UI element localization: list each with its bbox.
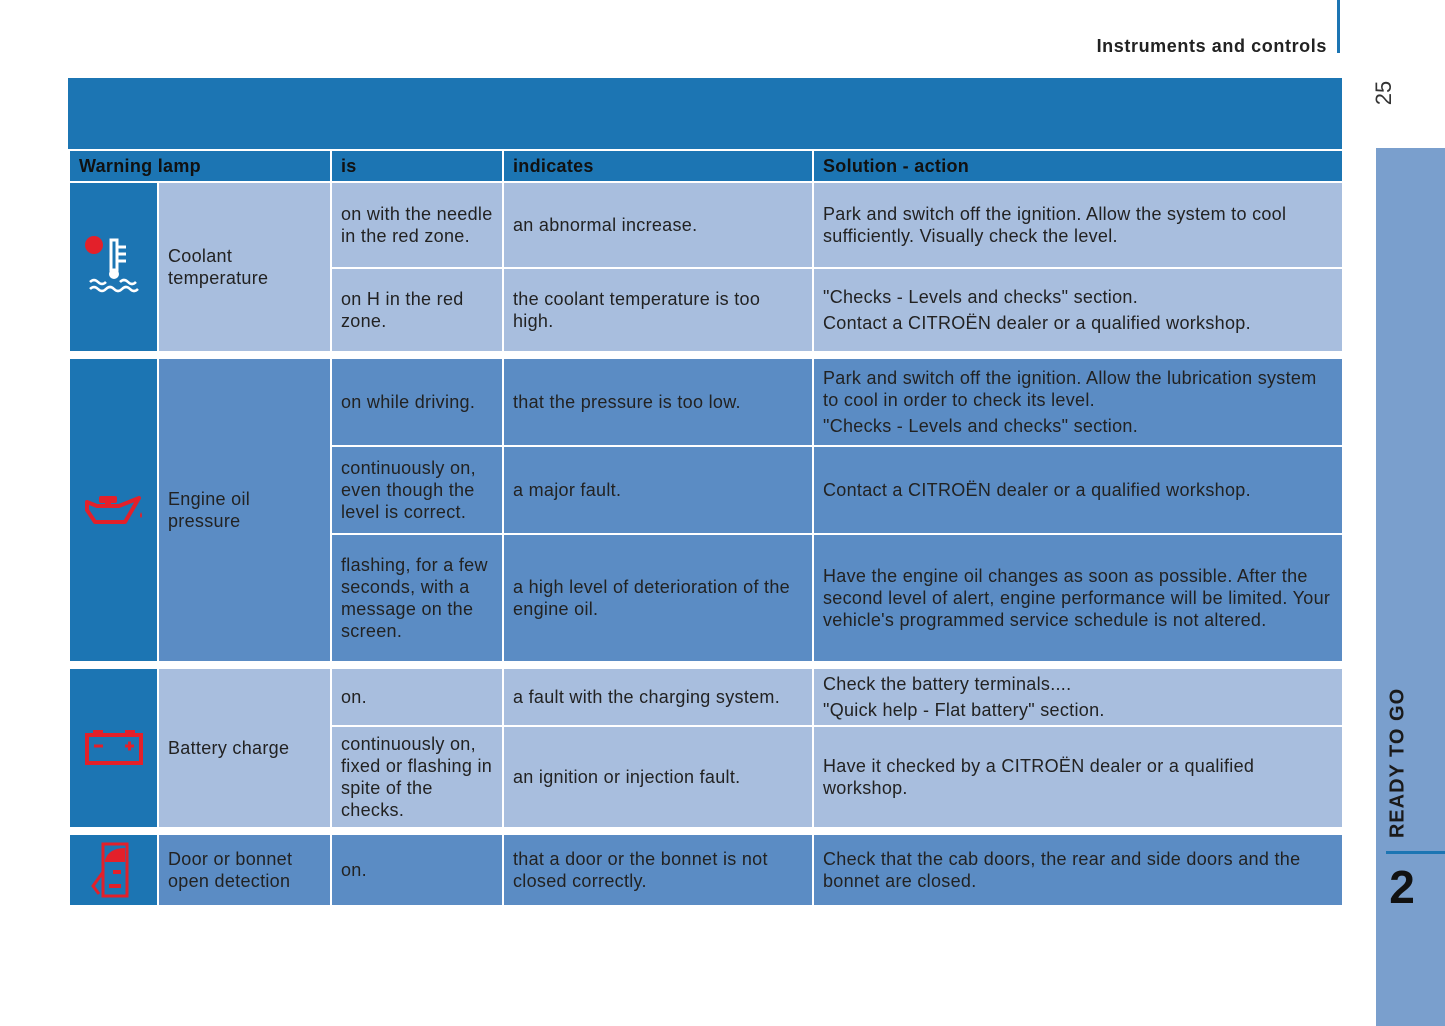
lamp-icon-cell <box>69 668 158 828</box>
coolant-temperature-icon <box>84 232 144 302</box>
solution-text: Park and switch off the ignition. Allow the system to cool sufficiently. Visually check the level. <box>823 204 1287 246</box>
chapter-number: 2 <box>1389 861 1415 913</box>
page-number: 25 <box>1371 80 1396 106</box>
column-header-indicates: indicates <box>503 150 813 182</box>
is-cell: on. <box>331 668 503 726</box>
table-header-row <box>69 150 1343 182</box>
lamp-name: Battery charge <box>158 668 331 828</box>
lamp-icon-cell <box>69 358 158 662</box>
page-header-title: Instruments and controls <box>1096 36 1327 56</box>
column-header-is: is <box>331 150 503 182</box>
door-open-icon <box>89 838 139 902</box>
is-cell: on. <box>331 834 503 906</box>
chapter-tab-label-box <box>1376 683 1420 843</box>
lamp-name: Engine oil pressure <box>158 358 331 662</box>
solution-text: "Checks - Levels and checks" section. <box>823 416 1139 436</box>
solution-cell <box>813 668 1343 726</box>
solution-cell <box>813 446 1343 534</box>
solution-cell <box>813 534 1343 662</box>
solution-text: "Quick help - Flat battery" section. <box>823 700 1105 720</box>
solution-text: Park and switch off the ignition. Allow the lubrication system to cool in order to check its level. <box>823 368 1317 410</box>
indicates-cell: an ignition or injection fault. <box>503 726 813 828</box>
solution-text: Contact a CITROËN dealer or a qualified workshop. <box>823 313 1251 333</box>
table-row <box>69 668 1343 726</box>
is-cell: on with the needle in the red zone. <box>331 182 503 268</box>
is-cell: on H in the red zone. <box>331 268 503 352</box>
solution-text: "Checks - Levels and checks" section. <box>823 287 1139 307</box>
is-cell: continuously on, even though the level is correct. <box>331 446 503 534</box>
column-header-warning-lamp: Warning lamp <box>69 150 331 182</box>
solution-cell <box>813 268 1343 352</box>
is-cell: flashing, for a few seconds, with a message on the screen. <box>331 534 503 662</box>
indicates-cell: that a door or the bonnet is not closed correctly. <box>503 834 813 906</box>
indicates-cell: a major fault. <box>503 446 813 534</box>
chapter-tab-label: READY TO GO <box>1386 687 1409 839</box>
column-header-solution: Solution - action <box>813 150 1343 182</box>
solution-cell <box>813 726 1343 828</box>
table-row <box>69 834 1343 906</box>
warning-lamp-table <box>68 78 1342 907</box>
header-divider <box>1337 0 1340 53</box>
lamp-name: Door or bonnet open detection <box>158 834 331 906</box>
solution-cell <box>813 834 1343 906</box>
table-row <box>69 182 1343 268</box>
solution-cell <box>813 358 1343 446</box>
is-cell: continuously on, fixed or flashing in spite of the checks. <box>331 726 503 828</box>
indicates-cell: a fault with the charging system. <box>503 668 813 726</box>
oil-can-icon <box>79 490 149 530</box>
table-row <box>69 358 1343 446</box>
indicates-cell: that the pressure is too low. <box>503 358 813 446</box>
lamp-name: Coolant temperature <box>158 182 331 352</box>
indicates-cell: an abnormal increase. <box>503 182 813 268</box>
indicates-cell: the coolant temperature is too high. <box>503 268 813 352</box>
battery-icon <box>83 728 145 768</box>
solution-text: Check that the cab doors, the rear and side doors and the bonnet are closed. <box>823 849 1301 891</box>
indicates-cell: a high level of deterioration of the engine oil. <box>503 534 813 662</box>
solution-text: Have the engine oil changes as soon as possible. After the second level of alert, engine performance will be limited. Your vehicle's programmed service schedule is not altered. <box>823 566 1331 630</box>
solution-text: Have it checked by a CITROËN dealer or a qualified workshop. <box>823 756 1255 798</box>
lamp-icon-cell <box>69 834 158 906</box>
table-title-band <box>68 78 1342 149</box>
is-cell: on while driving. <box>331 358 503 446</box>
solution-text: Check the battery terminals.... <box>823 674 1072 694</box>
solution-cell <box>813 182 1343 268</box>
lamp-icon-cell <box>69 182 158 352</box>
solution-text: Contact a CITROËN dealer or a qualified workshop. <box>823 480 1251 500</box>
chapter-tab-divider <box>1386 851 1445 854</box>
